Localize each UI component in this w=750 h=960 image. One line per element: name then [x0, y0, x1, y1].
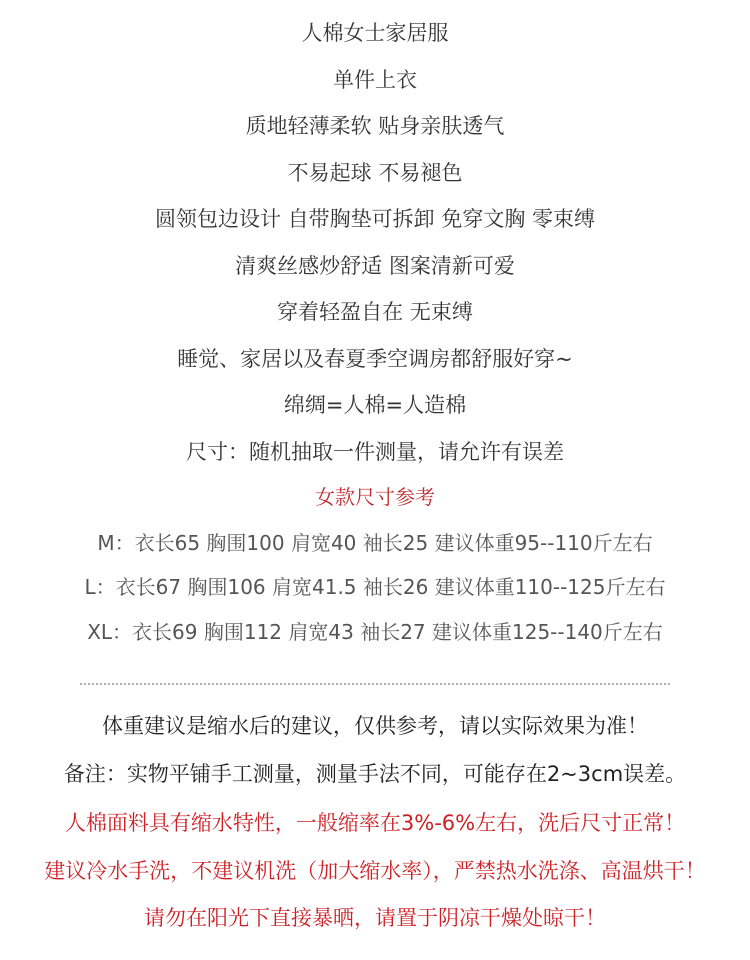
shrink-warning: 人棉面料具有缩水特性，一般缩率在3%-6%左右，洗后尺寸正常！	[64, 811, 686, 835]
washing-warning: 建议冷水手洗，不建议机洗（加大缩水率），严禁热水洗涤、高温烘干！	[44, 859, 706, 883]
size-chart-heading: 女款尺寸参考	[315, 485, 435, 509]
size-row-m: M：衣长65 胸围100 肩宽40 袖长25 建议体重95--110斤左右	[97, 531, 653, 555]
intro-line-fabric: 质地轻薄柔软 贴身亲肤透气	[245, 114, 505, 138]
size-row-l: L：衣长67 胸围106 肩宽41.5 袖长26 建议体重110--125斤左右	[84, 575, 666, 599]
intro-line-material: 绵绸=人棉=人造棉	[283, 393, 467, 417]
size-row-xl: XL：衣长69 胸围112 肩宽43 袖长27 建议体重125--140斤左右	[87, 620, 663, 644]
intro-line-durability: 不易起球 不易褪色	[287, 161, 463, 185]
intro-line-design: 圆领包边设计 自带胸垫可拆卸 免穿文胸 零束缚	[154, 207, 596, 231]
intro-line-single-top: 单件上衣	[333, 68, 417, 92]
intro-line-wear: 穿着轻盈自在 无束缚	[277, 300, 473, 324]
drying-warning: 请勿在阳光下直接暴晒，请置于阴凉干燥处晾干！	[144, 906, 606, 930]
intro-line-measure: 尺寸：随机抽取一件测量，请允许有误差	[186, 440, 564, 464]
intro-line-comfort: 清爽丝感炒舒适 图案清新可爱	[235, 254, 515, 278]
weight-advice-note: 体重建议是缩水后的建议，仅供参考，请以实际效果为准！	[102, 714, 648, 738]
remark-note: 备注：实物平铺手工测量，测量手法不同，可能存在2~3cm误差。	[63, 762, 687, 786]
dotted-divider	[80, 683, 670, 685]
intro-line-usage: 睡觉、家居以及春夏季空调房都舒服好穿~	[177, 347, 573, 371]
product-title: 人棉女士家居服	[301, 21, 449, 45]
